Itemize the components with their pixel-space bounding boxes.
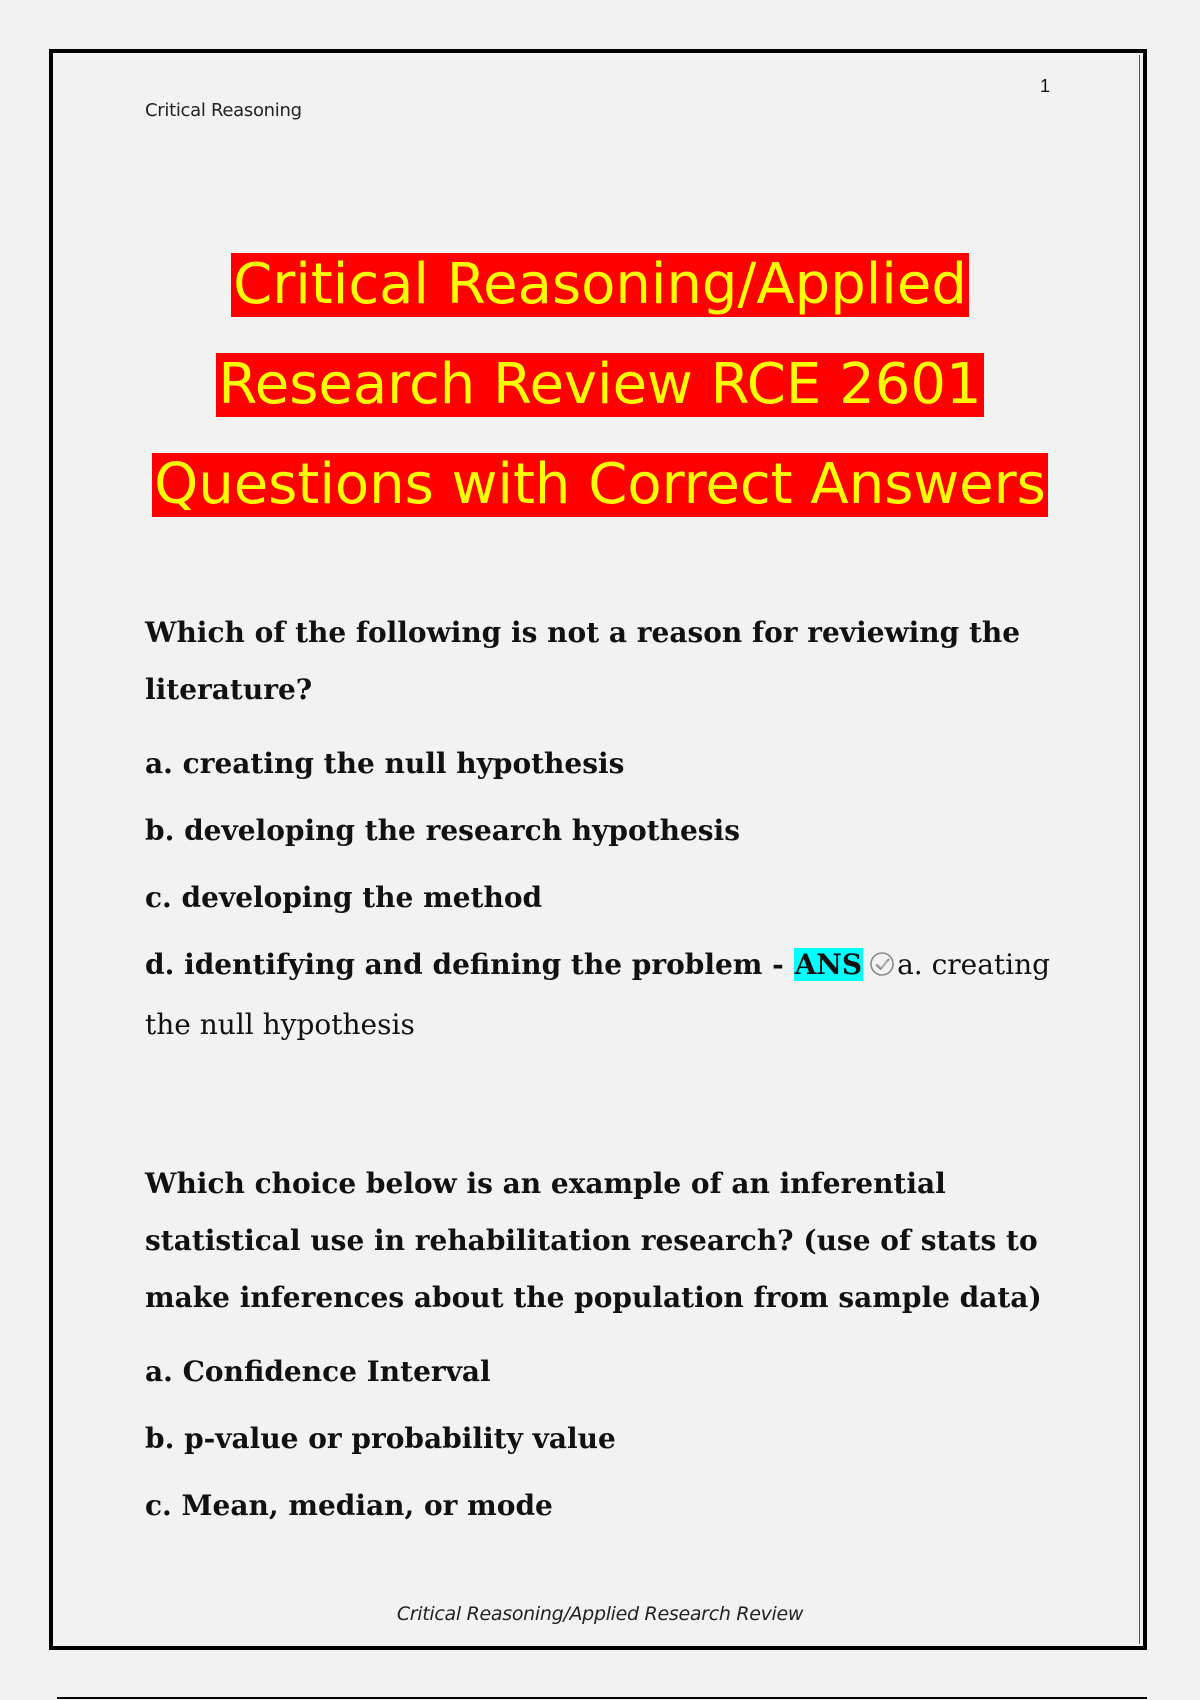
question-2-option-b: b. p-value or probability value (145, 1422, 616, 1455)
question-2-option-a: a. Confidence Interval (145, 1355, 491, 1388)
question-2 (145, 1155, 1065, 1527)
question-1-option-d: d. identifying and defining the problem - (145, 948, 794, 981)
question-2-text: Which choice below is an example of an inferential statistical use in rehabilitation research? (use of stats to make inferences about the population from sample data) (145, 1167, 1042, 1314)
check-circle-icon (869, 939, 895, 996)
question-1-option-d-with-answer (145, 936, 1065, 1053)
page-number: 1 (1040, 76, 1051, 96)
question-1-option-a: a. creating the null hypothesis (145, 747, 625, 780)
question-2-option-c: c. Mean, median, or mode (145, 1489, 553, 1522)
title-line-2: Research Review RCE 2601 (218, 352, 982, 417)
running-header: Critical Reasoning (145, 100, 302, 121)
document-title (110, 235, 1090, 535)
title-line-1: Critical Reasoning/Applied (233, 252, 967, 317)
question-1-option-c: c. developing the method (145, 881, 543, 914)
title-line-3: Questions with Correct Answers (154, 452, 1046, 517)
question-1-text: Which of the following is not a reason for reviewing the literature? (145, 616, 1021, 706)
next-page-top-rule (57, 1697, 1147, 1699)
question-1-answer: a. creating the null hypothesis (145, 948, 1051, 1041)
question-1 (145, 604, 1065, 1053)
page-border-inner-line (1139, 55, 1140, 1644)
question-1-option-b: b. developing the research hypothesis (145, 814, 740, 847)
ans-label: ANS (794, 948, 863, 981)
running-footer: Critical Reasoning/Applied Research Review (396, 1603, 804, 1625)
